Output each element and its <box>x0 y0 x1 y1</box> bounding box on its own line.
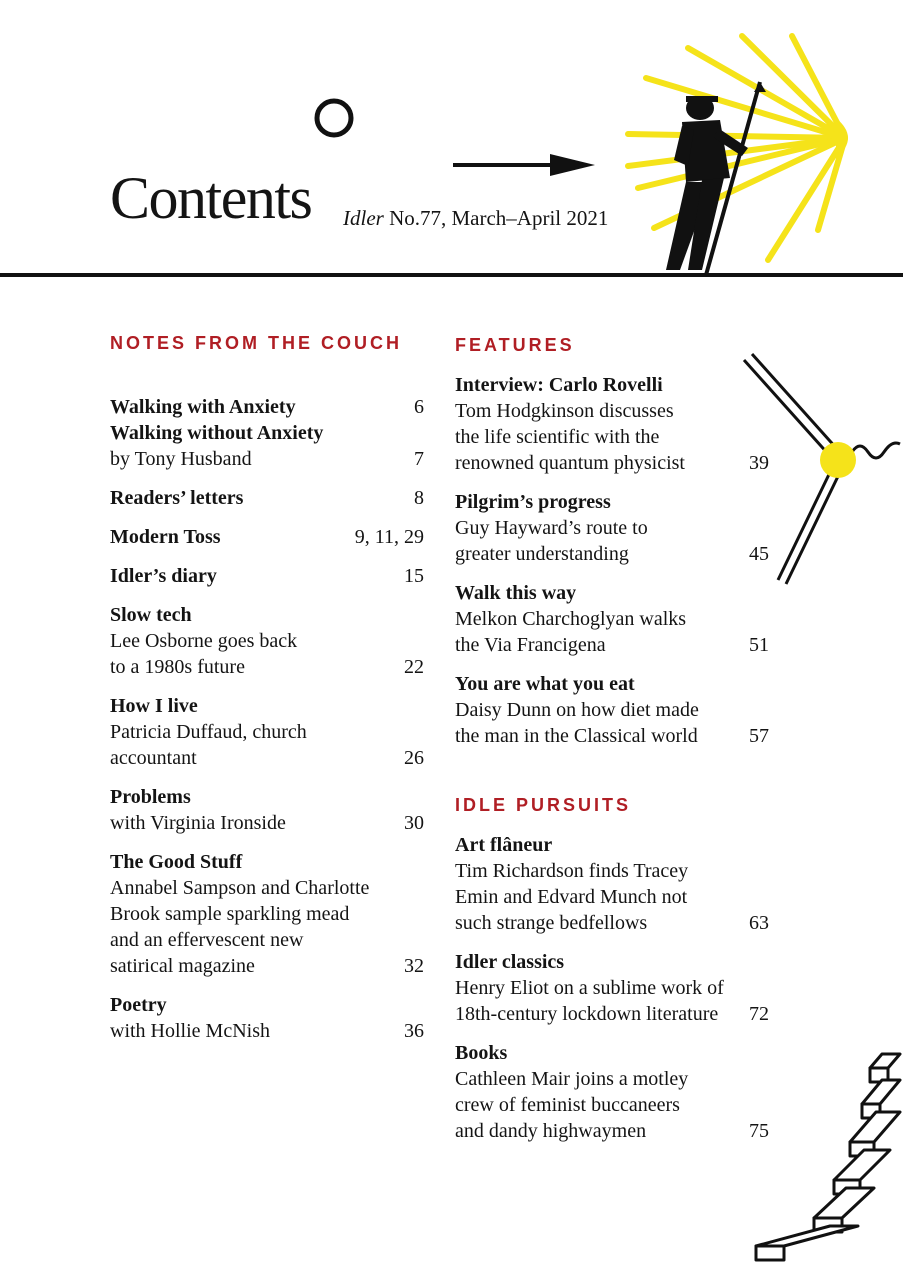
toc-entry[interactable] <box>110 563 424 589</box>
entry-description: Guy Hayward’s route to greater understanding <box>455 517 648 565</box>
toc-section <box>110 333 424 1044</box>
page-number: 15 <box>404 565 424 587</box>
toc-section <box>455 795 769 1144</box>
entry-title: How I live <box>110 695 198 717</box>
entry-description: Daisy Dunn on how diet made the man in the Classical world <box>455 699 699 747</box>
page-number: 45 <box>749 543 769 565</box>
entry-title: The Good Stuff <box>110 851 243 873</box>
page-number: 36 <box>404 1020 424 1042</box>
entry-description: with Virginia Ironside <box>110 812 286 834</box>
entry-title: Walking with Anxiety <box>110 396 296 418</box>
toc-section <box>455 335 769 749</box>
section-heading: NOTES FROM THE COUCH <box>110 333 402 353</box>
entry-title: Idler’s diary <box>110 565 217 587</box>
circle-icon <box>312 97 356 141</box>
entry-title: Idler classics <box>455 951 565 973</box>
page-number: 75 <box>749 1120 769 1142</box>
entry-description: by Tony Husband <box>110 448 252 470</box>
toc-entry[interactable] <box>110 485 424 511</box>
page-title: Contents <box>110 165 312 231</box>
toc-entry[interactable] <box>110 394 424 420</box>
entry-title: Walk this way <box>455 582 577 604</box>
page-number: 30 <box>404 812 424 834</box>
page-number: 7 <box>414 448 424 470</box>
entry-title: Problems <box>110 786 191 808</box>
issue-line <box>343 206 608 231</box>
toc-entry[interactable] <box>455 580 769 658</box>
page-number: 6 <box>414 396 424 418</box>
toc-entry[interactable] <box>110 849 424 979</box>
page-number: 72 <box>749 1003 769 1025</box>
toc-entry[interactable] <box>455 832 769 936</box>
toc-entry[interactable] <box>455 1040 769 1144</box>
entry-title: You are what you eat <box>455 673 635 695</box>
entry-description: with Hollie McNish <box>110 1020 270 1042</box>
entry-description: Cathleen Mair joins a motley crew of feminist buccaneers and dandy highwaymen <box>455 1068 689 1142</box>
section-heading: IDLE PURSUITS <box>455 795 632 815</box>
arrow-right-icon <box>450 150 600 180</box>
entry-title: Pilgrim’s progress <box>455 491 611 513</box>
entry-title: Walking without Anxiety <box>110 422 324 444</box>
entry-title: Modern Toss <box>110 526 221 548</box>
entry-title: Poetry <box>110 994 167 1016</box>
toc-entry[interactable] <box>455 489 769 567</box>
right-column <box>455 335 769 1144</box>
toc-entry[interactable] <box>110 693 424 771</box>
staircase-illustration <box>750 1050 903 1265</box>
entry-title: Interview: Carlo Rovelli <box>455 374 663 396</box>
page-number: 32 <box>404 955 424 977</box>
page-number: 9, 11, 29 <box>354 526 424 548</box>
toc-entry[interactable] <box>455 949 769 1027</box>
entry-description: Henry Eliot on a sublime work of 18th-century lockdown literature <box>455 977 724 1025</box>
entry-description: Lee Osborne goes back to a 1980s future <box>110 630 298 678</box>
page-number: 8 <box>414 487 424 509</box>
entry-description: Tim Richardson finds Tracey Emin and Edvard Munch not such strange bedfellows <box>455 860 689 934</box>
page-number: 57 <box>749 725 769 747</box>
entry-description: Patricia Duffaud, church accountant <box>110 721 307 769</box>
entry-description: Tom Hodgkinson discusses the life scientific with the renowned quantum physicist <box>455 400 685 474</box>
entry-description: Melkon Charchoglyan walks the Via Francigena <box>455 608 687 656</box>
toc-entry[interactable] <box>110 420 424 472</box>
toc-entry[interactable] <box>455 372 769 476</box>
section-heading: FEATURES <box>455 335 575 355</box>
page-number: 26 <box>404 747 424 769</box>
walking-man-illustration <box>620 30 860 275</box>
page-number: 63 <box>749 912 769 934</box>
issue-details: No.77, March–April 2021 <box>383 206 609 230</box>
toc-entry[interactable] <box>455 671 769 749</box>
toc-entry[interactable] <box>110 784 424 836</box>
page-number: 39 <box>749 452 769 474</box>
entry-title: Art flâneur <box>455 834 553 856</box>
toc-entry[interactable] <box>110 602 424 680</box>
entry-description: Annabel Sampson and Charlotte Brook sample sparkling mead and an effervescent new satirical magazine <box>110 877 370 977</box>
entry-title: Slow tech <box>110 604 192 626</box>
magazine-name: Idler <box>343 206 384 230</box>
entry-title: Books <box>455 1042 508 1064</box>
entry-title: Readers’ letters <box>110 487 244 509</box>
toc-entry[interactable] <box>110 992 424 1044</box>
left-column <box>110 333 424 1044</box>
toc-entry[interactable] <box>110 524 424 550</box>
page-number: 22 <box>404 656 424 678</box>
page-number: 51 <box>749 634 769 656</box>
